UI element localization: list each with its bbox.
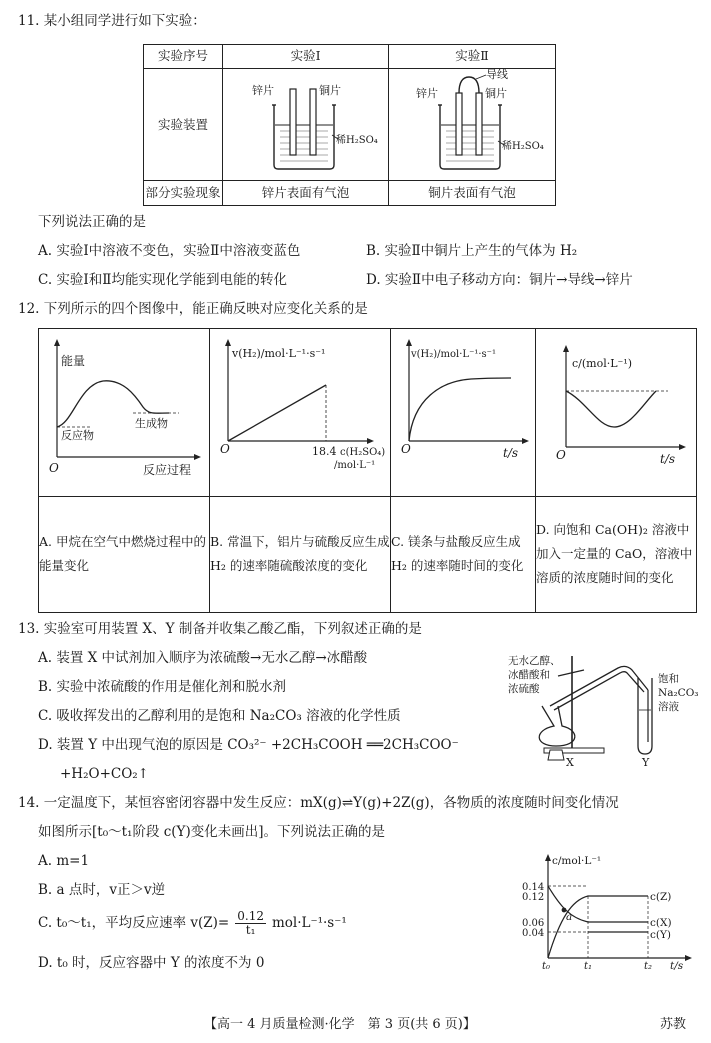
apparatus-y-label: Y: [642, 756, 650, 768]
fig1-acid-label: 稀H₂SO₄: [335, 135, 378, 146]
q12-graph-d-cell: [536, 329, 697, 497]
graph-a-product: 生成物: [135, 417, 168, 430]
q14-stem-2: 如图所示[t₀～t₁阶段 c(Y)变化未画出]。下列说法正确的是: [38, 824, 386, 840]
graph-c-ylabel: v(H₂)/mol·L⁻¹·s⁻¹: [411, 349, 496, 360]
q11-header-2: 实验Ⅱ: [389, 45, 556, 69]
q11-header-0: 实验序号: [144, 45, 223, 69]
graph-b-origin: O: [220, 442, 230, 456]
page-footer: 【高一 4 月质量检测·化学 第 3 页(共 6 页)】: [204, 1017, 476, 1032]
q12-graph-a-cell: [39, 329, 210, 497]
fig2-acid-label: 稀H₂SO₄: [502, 141, 544, 152]
reagent-line-1: 无水乙醇、: [508, 655, 561, 667]
fig2-zn-label: 锌片: [416, 87, 439, 100]
q12-option-a: A. 甲烷在空气中燃烧过程中的能量变化: [39, 496, 210, 612]
q14-fraction-num: 0.12: [237, 909, 264, 923]
q11-fig2-cell: [389, 69, 556, 181]
q14-xtick-t0: t₀: [542, 961, 551, 970]
q14-point-a: a: [566, 911, 573, 923]
concentration-time-graph: [508, 848, 704, 970]
graph-d-xlabel: t/s: [660, 452, 676, 466]
q14-ytick-004: 0.04: [522, 928, 545, 939]
graph-b-xlabel1: c(H₂SO₄): [340, 447, 386, 458]
q14-fraction: [235, 910, 266, 937]
q11-table: [143, 44, 556, 206]
q12-graph-b-cell: [210, 329, 391, 497]
q13-option-b: B. 实验中浓硫酸的作用是催化剂和脱水剂: [38, 679, 287, 695]
fig1-cu-label: 铜片: [318, 84, 341, 97]
q14-xtick-t2: t₂: [644, 961, 653, 970]
q11-prompt: 下列说法正确的是: [38, 214, 146, 230]
reagent-line-2: 冰醋酸和: [508, 669, 550, 681]
q11-option-c: C. 实验Ⅰ和Ⅱ均能实现化学能到电能的转化: [38, 272, 287, 288]
q14-label-cy: c(Y): [650, 929, 672, 941]
q14-option-d: D. t₀ 时，反应容器中 Y 的浓度不为 0: [38, 955, 265, 971]
apparatus-x-label: X: [566, 756, 574, 768]
footer-publisher: 苏教: [660, 1017, 687, 1032]
q12-option-b: B. 常温下，铝片与硫酸反应生成 H₂ 的速率随硫酸浓度的变化: [210, 496, 391, 612]
graph-a-ylabel: 能量: [61, 354, 86, 368]
q12-option-d: D. 向饱和 Ca(OH)₂ 溶液中加入一定量的 CaO，溶液中溶质的浓度随时间的变化: [536, 496, 697, 612]
graph-c-xlabel: t/s: [503, 446, 519, 460]
graph-a-xlabel: 反应过程: [143, 463, 192, 477]
ester-apparatus-figure: [498, 650, 704, 768]
q11-phenomena-1: 锌片表面有气泡: [223, 181, 389, 206]
q14-ytick-012: 0.12: [522, 892, 545, 903]
fig2-cu-label: 铜片: [485, 87, 508, 100]
q14-fraction-den: t₁: [245, 923, 256, 938]
q13-option-c: C. 吸收挥发出的乙醇利用的是饱和 Na₂CO₃ 溶液的化学性质: [38, 708, 401, 724]
reagent-line-3: 浓硫酸: [508, 683, 540, 695]
q14-label-cz: c(Z): [650, 891, 672, 903]
q11-setup-label: 实验装置: [144, 69, 223, 181]
zn-cu-wire-beaker-figure: [390, 69, 554, 175]
q11-phenomena-label: 部分实验现象: [144, 181, 223, 206]
q14-option-c: [38, 910, 347, 937]
q14-graph-ylabel: c/mol·L⁻¹: [552, 855, 602, 867]
fig1-zn-label: 锌片: [251, 84, 274, 97]
graph-b-xlabel2: /mol·L⁻¹: [334, 460, 376, 471]
graph-c-origin: O: [401, 442, 411, 456]
graph-b-xval: 18.4: [312, 445, 337, 458]
q11-fig1-cell: [223, 69, 389, 181]
q14-label-cx: c(X): [650, 917, 672, 929]
fig2-wire-label: 导线: [486, 69, 509, 81]
q14-xlabel: t/s: [670, 960, 684, 970]
q14-option-b: B. a 点时，v正＞v逆: [38, 882, 166, 898]
rate-vs-acid-concentration-graph: [210, 329, 390, 489]
q12-graph-c-cell: [391, 329, 536, 497]
graph-d-ylabel: c/(mol·L⁻¹): [572, 357, 633, 370]
q12-option-c: C. 镁条与盐酸反应生成 H₂ 的速率随时间的变化: [391, 496, 536, 612]
q13-option-d: D. 装置 Y 中出现气泡的原因是 CO₃²⁻ +2CH₃COOH ══2CH₃COO⁻: [38, 737, 459, 753]
q11-option-b: B. 实验Ⅱ中铜片上产生的气体为 H₂: [366, 243, 578, 259]
energy-graph: [39, 329, 209, 489]
q14-ytick-006: 0.06: [522, 918, 545, 929]
q13-option-d-cont: +H₂O+CO₂↑: [60, 766, 149, 782]
q14-ytick-014: 0.14: [522, 882, 545, 893]
graph-a-reactant: 反应物: [61, 429, 94, 442]
q14-xtick-t1: t₁: [584, 961, 593, 970]
q14-option-c-prefix: C. t₀～t₁，平均反应速率 v(Z)=: [38, 914, 230, 931]
q14-option-c-unit: mol·L⁻¹·s⁻¹: [271, 914, 347, 931]
q11-phenomena-2: 铜片表面有气泡: [389, 181, 556, 206]
solution-line-3: 溶液: [658, 701, 679, 713]
concentration-vs-time-graph: [536, 329, 696, 489]
graph-a-origin: O: [49, 461, 59, 475]
graph-d-origin: O: [556, 448, 566, 462]
q14-option-a: A. m=1: [38, 853, 90, 869]
q11-stem: 11. 某小组同学进行如下实验：: [18, 13, 206, 29]
q11-option-a: A. 实验Ⅰ中溶液不变色，实验Ⅱ中溶液变蓝色: [38, 243, 301, 259]
q14-stem: 14. 一定温度下，某恒容密闭容器中发生反应：mX(g)⇌Y(g)+2Z(g)，各物质的浓度随时间变化情况: [18, 795, 619, 811]
rate-vs-time-graph: [391, 329, 535, 489]
solution-line-1: 饱和: [658, 673, 679, 685]
q13-option-a: A. 装置 X 中试剂加入顺序为浓硫酸→无水乙醇→冰醋酸: [38, 650, 368, 666]
q11-option-d: D. 实验Ⅱ中电子移动方向：铜片→导线→锌片: [366, 272, 633, 288]
zn-cu-beaker-figure: [224, 69, 388, 175]
q13-stem: 13. 实验室可用装置 X、Y 制备并收集乙酸乙酯，下列叙述正确的是: [18, 621, 422, 637]
q11-header-1: 实验Ⅰ: [223, 45, 389, 69]
graph-b-ylabel: v(H₂)/mol·L⁻¹·s⁻¹: [232, 347, 326, 360]
solution-line-2: Na₂CO₃: [658, 687, 699, 699]
q12-table: [38, 328, 697, 613]
q12-stem: 12. 下列所示的四个图像中，能正确反映对应变化关系的是: [18, 301, 368, 317]
